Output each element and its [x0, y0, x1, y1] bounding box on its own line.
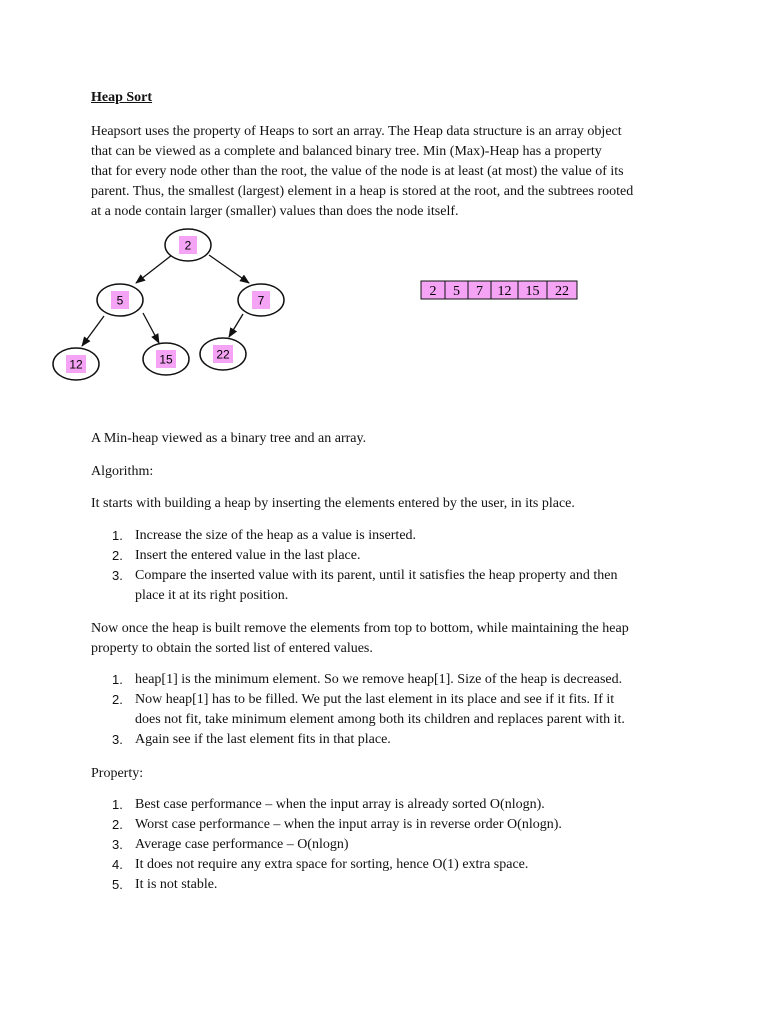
- list-item-text: Best case performance – when the input array is already sorted O(nlogn).: [135, 797, 545, 812]
- tree-node: [97, 284, 143, 316]
- array-cell: [518, 281, 547, 299]
- list-number: 2.: [112, 817, 123, 832]
- list-item-text: does not fit, take minimum element among both its children and replaces parent with it.: [135, 712, 625, 727]
- tree-node-label: 12: [69, 357, 83, 372]
- remove-intro-line: property to obtain the sorted list of entered values.: [91, 641, 373, 656]
- tree-edge: [209, 255, 249, 283]
- tree-node: [165, 229, 211, 261]
- tree-edge: [229, 314, 243, 337]
- properties-list: [91, 795, 691, 895]
- list-item-text: Worst case performance – when the input array is in reverse order O(nlogn).: [135, 817, 562, 832]
- remove-intro-line: Now once the heap is built remove the elements from top to bottom, while maintaining the heap: [91, 621, 629, 636]
- list-item: [91, 835, 691, 855]
- intro-line: that can be viewed as a complete and balanced binary tree. Min (Max)-Heap has a property: [91, 144, 602, 159]
- intro-line: at a node contain larger (smaller) values than does the node itself.: [91, 204, 459, 219]
- array-cell: [445, 281, 468, 299]
- array-cell-value: 22: [555, 284, 569, 299]
- list-item: [91, 566, 691, 606]
- array-cell-value: 7: [476, 284, 483, 299]
- list-number: 2.: [112, 548, 123, 563]
- tree-node: [143, 343, 189, 375]
- list-item-text: Average case performance – O(nlogn): [135, 837, 349, 852]
- list-item-text: place it at its right position.: [135, 588, 289, 603]
- list-item-text: Increase the size of the heap as a value is inserted.: [135, 528, 417, 543]
- list-item-text: heap[1] is the minimum element. So we remove heap[1]. Size of the heap is decreased.: [135, 672, 623, 687]
- tree-edge: [82, 316, 104, 346]
- list-number: 3.: [112, 837, 123, 852]
- diagram-caption: A Min-heap viewed as a binary tree and an array.: [91, 431, 367, 446]
- tree-node-label: 22: [216, 347, 230, 362]
- list-item-text: It is not stable.: [135, 877, 218, 892]
- array-cell-value: 5: [453, 284, 460, 299]
- list-number: 3.: [112, 732, 123, 747]
- heap-array: [421, 281, 577, 299]
- list-number: 3.: [112, 568, 123, 583]
- array-cell-value: 12: [497, 284, 512, 299]
- list-number: 4.: [112, 857, 123, 872]
- list-number: 5.: [112, 877, 123, 892]
- heap-diagram: [0, 0, 768, 400]
- intro-line: Heapsort uses the property of Heaps to sort an array. The Heap data structure is an array object: [91, 124, 622, 139]
- list-item: [91, 795, 691, 815]
- remove-intro-paragraph: [91, 619, 629, 659]
- list-number: 1.: [112, 797, 123, 812]
- algorithm-label: Algorithm:: [91, 464, 154, 479]
- tree-node-label: 7: [257, 293, 265, 308]
- list-item-text: Again see if the last element fits in that place.: [135, 732, 391, 747]
- tree-node-label: 2: [184, 238, 192, 253]
- tree-edge: [143, 313, 159, 343]
- list-number: 1.: [112, 528, 123, 543]
- remove-steps-list: [91, 670, 691, 750]
- list-item: [91, 855, 691, 875]
- tree-node-label: 15: [159, 352, 173, 367]
- list-item-text: It does not require any extra space for sorting, hence O(1) extra space.: [135, 857, 529, 872]
- list-item: [91, 670, 691, 690]
- list-item: [91, 730, 691, 750]
- array-cell: [547, 281, 577, 299]
- build-steps-list: [91, 526, 691, 606]
- page-title: Heap Sort: [91, 90, 153, 105]
- list-item-text: Now heap[1] has to be filled. We put the last element in its place and see if it fits. If it: [135, 692, 615, 707]
- array-cell-value: 2: [429, 284, 437, 299]
- list-number: 2.: [112, 692, 123, 707]
- list-item: [91, 546, 691, 566]
- list-item-text: Compare the inserted value with its parent, until it satisfies the heap property and then: [135, 568, 618, 583]
- algorithm-intro: It starts with building a heap by inserting the elements entered by the user, in its place.: [91, 496, 575, 511]
- tree-edge: [136, 255, 172, 283]
- list-item: [91, 690, 691, 730]
- property-label: Property:: [91, 766, 144, 781]
- tree-node-label: 5: [116, 293, 124, 308]
- array-cell: [491, 281, 518, 299]
- tree-node: [53, 348, 99, 380]
- array-cell: [468, 281, 491, 299]
- list-item: [91, 815, 691, 835]
- list-item: [91, 875, 691, 895]
- list-item-text: Insert the entered value in the last place.: [135, 548, 361, 563]
- list-number: 1.: [112, 672, 123, 687]
- list-item: [91, 526, 691, 546]
- intro-line: parent. Thus, the smallest (largest) element in a heap is stored at the root, and the subtrees rooted: [91, 184, 634, 199]
- array-cell: [421, 281, 445, 299]
- tree-node: [200, 338, 246, 370]
- tree-node: [238, 284, 284, 316]
- array-cell-value: 15: [525, 284, 540, 299]
- intro-line: that for every node other than the root, the value of the node is at least (at most) the value of its: [91, 164, 624, 179]
